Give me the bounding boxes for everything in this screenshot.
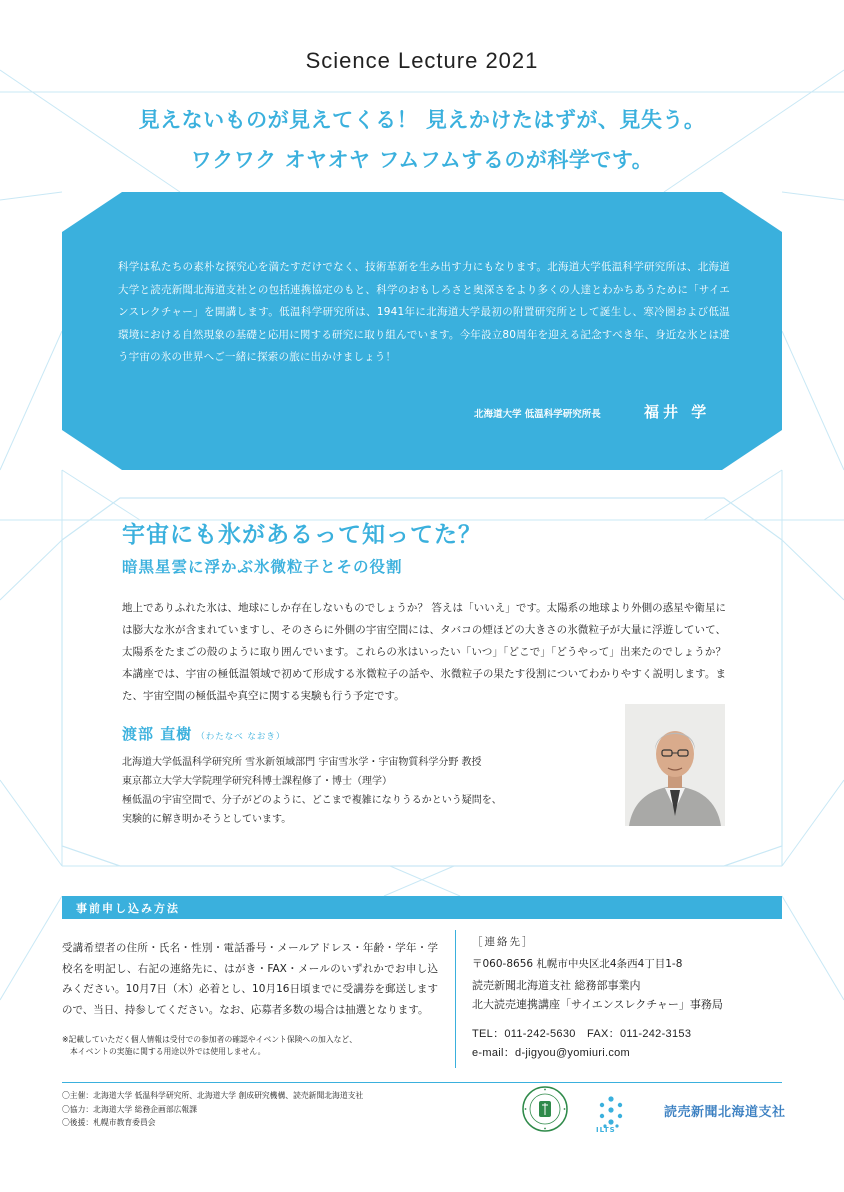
speaker-photo [625, 704, 725, 826]
speaker-profile [122, 753, 602, 829]
speaker-profile-line: 極低温の宇宙空間で、分子がどのように、どこまで複雑になりうるかという疑問を、 [122, 795, 502, 806]
intro-message: 科学は私たちの素朴な探究心を満たすだけでなく、技術革新を生み出す力にもなります。北海道大学低温科学研究所は、北海道大学と読売新聞北海道支社との包括連携協定のもと、科学のおもしろさと奥深さをより多くの人達とわかちあうために「サイエンスレクチャー」を開講します。低温科学研究所は、1941年に北海道大学最初の附置研究所として誕生し、寒冷圏および低温環境における自然現象の基礎と応用に関する研究に取り組んでいます。今年設立80周年を迎える記念すべき年、身近な氷とは違う宇宙の氷の世界へご一緒に探索の旅に出かけましょう！ [118, 261, 730, 363]
privacy-note-line: 本イベントの実施に関する用途以外では使用しません。 [70, 1047, 266, 1056]
lecture-series-title: Science Lecture 2021 [305, 48, 539, 73]
speaker-profile-line: 北海道大学低温科学研究所 雪氷新領域部門 宇宙雪氷学・宇宙物質科学分野 教授 [122, 757, 482, 768]
speaker-profile-line: 東京都立大学大学院理学研究科博士課程修了・博士（理学） [122, 776, 392, 787]
catchphrase-line-2: ワクワク オヤオヤ フムフムするのが科学です。 [190, 148, 654, 172]
lecture-subtitle: 暗黒星雲に浮かぶ氷微粒子とその役割 [122, 558, 403, 576]
yomiuri-hokkaido-logo: 読売新聞北海道支社 [664, 1105, 786, 1120]
contact-label: ［連絡先］ [472, 936, 535, 948]
speaker-name-reading: （わたなべ なおき） [196, 732, 286, 742]
lecture-description: 地上でありふれた氷は、地球にしか存在しないものでしょうか？ 答えは「いいえ」です。太陽系の地球より外側の惑星や衛星には膨大な氷が含まれていますし、そのさらに外側の宇宙空間には、タバコの煙ほどの大きさの氷微粒子が大量に浮遊していて、太陽系をたまごの殻のように取り囲んでいます。これらの氷はいったい「いつ」「どこで」「どうやって」出来たのでしょうか？ 本講座では、宇宙の極低温領域で初めて形成する氷微粒子の話や、氷微粒子の果たす役割についてわかりやすく説明します。また、宇宙空間の極低温や真空に関する実験も行う予定です。 [122, 602, 726, 702]
application-instructions: 受講希望者の住所・氏名・性別・電話番号・メールアドレス・年齢・学年・学校名を明記し、右記の連絡先に、はがき・FAX・メールのいずれかでお申し込みください。10月7日（木）必着とし、10月16日頃までに受講券を郵送しますので、当日、持参してください。なお、応募者多数の場合は抽選となります。 [62, 942, 438, 1016]
credit-line: 〇主催：北海道大学 低温科学研究所、北海道大学 創成研究機構、読売新聞北海道支社 [62, 1091, 364, 1100]
speaker-name-text: 渡部 直樹 [122, 725, 193, 743]
credit-line: 〇後援：札幌市教育委員会 [62, 1118, 156, 1127]
contact-address: 〒060-8656 札幌市中央区北4条西4丁目1-8 [472, 958, 683, 970]
credits [62, 1089, 462, 1130]
footer-divider [62, 1082, 782, 1083]
catchphrase-line-1: 見えないものが見えてくる！ 見えかけたはずが、見失う。 [138, 108, 706, 132]
privacy-note [62, 1034, 438, 1058]
contact-email[interactable]: e-mail：d-jigyou@yomiuri.com [472, 1047, 631, 1059]
contact-office-1: 読売新聞北海道支社 総務部事業内 [472, 979, 641, 992]
contact-office-2: 北大読売連携講座「サイエンスレクチャー」事務局 [472, 998, 723, 1011]
contact-tel-fax: TEL：011-242-5630 FAX：011-242-3153 [472, 1028, 692, 1040]
section-divider [455, 930, 456, 1068]
hokkaido-university-logo [521, 1085, 569, 1133]
privacy-note-line: ※記載していただく個人情報は受付での参加者の確認やイベント保険への加入など、 [62, 1035, 358, 1044]
speaker-profile-line: 実験的に解き明かそうとしています。 [122, 814, 292, 825]
lecture-title: 宇宙にも氷があるって知ってた？ [122, 522, 482, 548]
application-header-label: 事前申し込み方法 [76, 902, 180, 915]
signature-organization: 北海道大学 低温科学研究所長 [474, 409, 601, 420]
ilts-logo-text: ILTS [596, 1126, 616, 1134]
speaker-name [122, 723, 285, 744]
signature-name: 福井 学 [644, 403, 711, 421]
credit-line: 〇協力：北海道大学 総務企画部広報課 [62, 1104, 198, 1114]
